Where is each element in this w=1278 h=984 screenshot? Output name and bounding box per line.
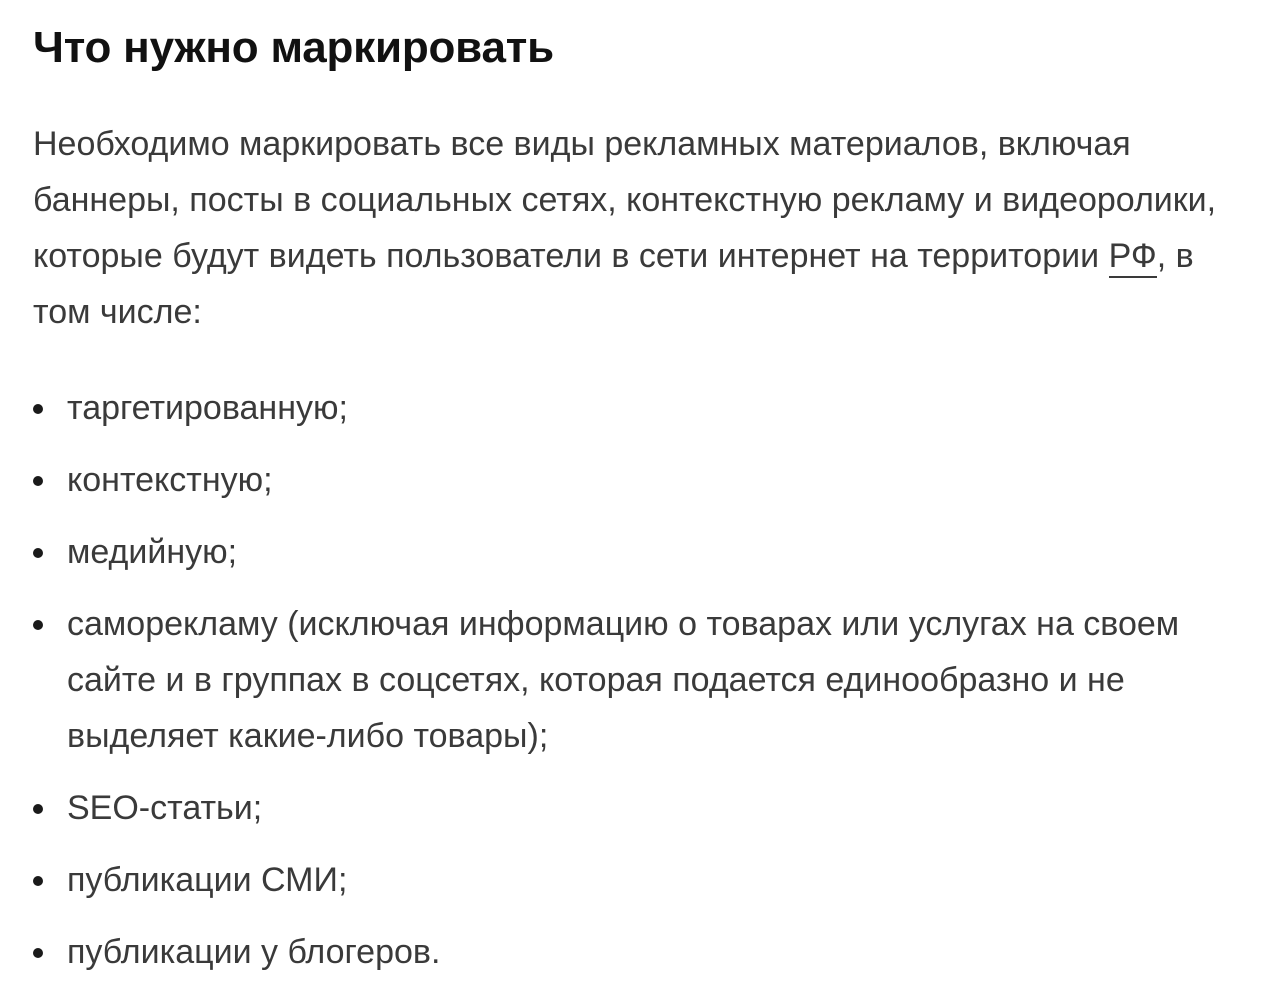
list-item [33, 924, 1248, 980]
bullet-icon [33, 620, 43, 630]
list-item-text: контекстную; [67, 461, 273, 499]
list-item-text: саморекламу (исключая информацию о товарах или услугах на своем сайте и в группах в соцсетях, которая подается единообразно и не выделяет какие-либо товары); [67, 605, 1180, 755]
list-item-text: SEO-статьи; [67, 789, 263, 827]
list-item-text: публикации СМИ; [67, 861, 348, 899]
bullet-icon [33, 948, 43, 958]
bullet-icon [33, 476, 43, 486]
list-item-text: публикации у блогеров. [67, 933, 441, 971]
intro-text-before: Необходимо маркировать все виды рекламных материалов, включая баннеры, посты в социальных сетях, контекстную рекламу и видеоролики, которые будут видеть пользователи в сети интернет на территории [33, 125, 1217, 275]
list-item [33, 596, 1248, 764]
list-item [33, 524, 1248, 580]
list-item [33, 780, 1248, 836]
list-item [33, 852, 1248, 908]
bullet-icon [33, 404, 43, 414]
list-item [33, 452, 1248, 508]
intro-text-after: , в том числе: [33, 237, 1194, 331]
bullet-icon [33, 876, 43, 886]
ad-types-list [33, 380, 1248, 980]
list-item [33, 380, 1248, 436]
list-item-text: медийную; [67, 533, 238, 571]
list-item-text: таргетированную; [67, 389, 348, 427]
abbreviation-rf: РФ [1109, 237, 1157, 278]
intro-paragraph [33, 116, 1248, 340]
section-heading: Что нужно маркировать [33, 23, 554, 72]
bullet-icon [33, 548, 43, 558]
bullet-icon [33, 804, 43, 814]
